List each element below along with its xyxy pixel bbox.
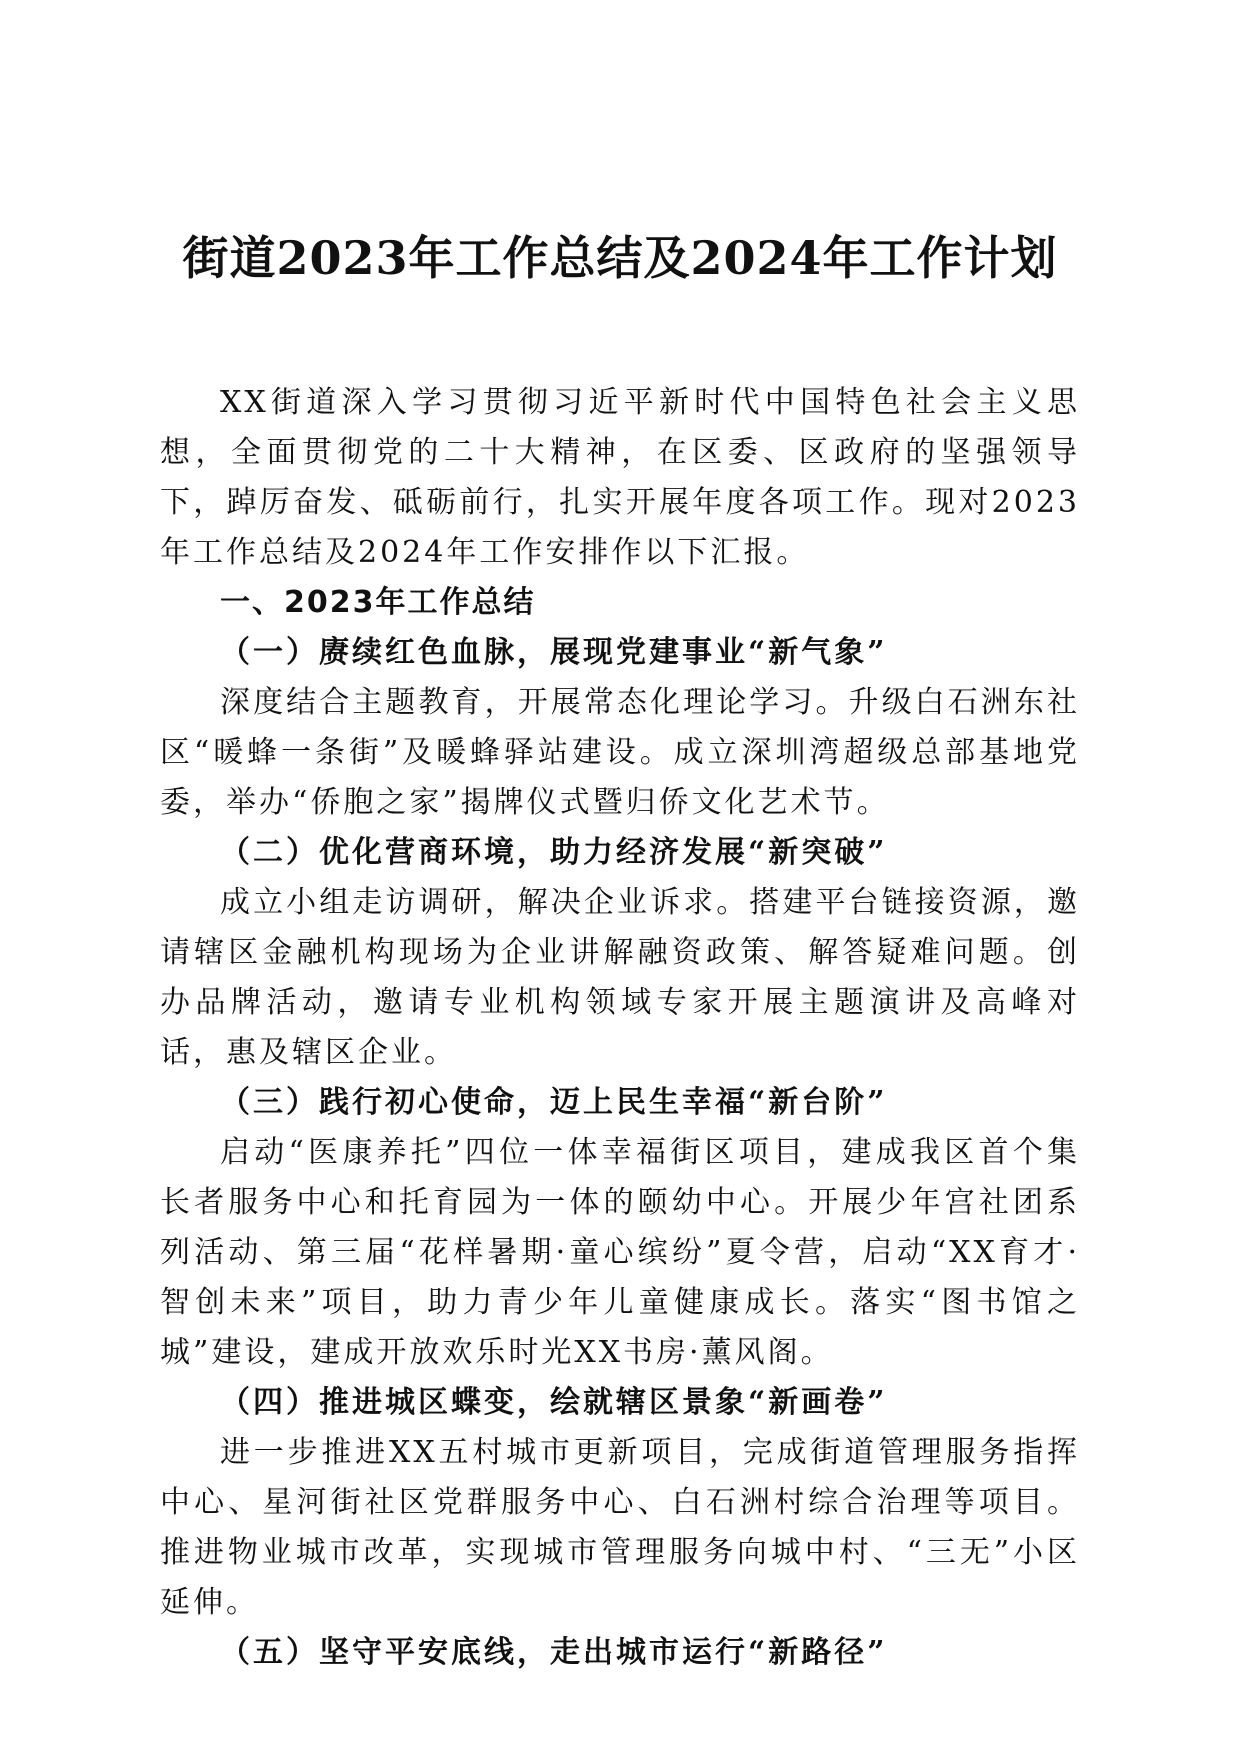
subsection-heading-3: （三）践行初心使命，迈上民生幸福“新台阶”: [220, 1085, 888, 1120]
document-body: [160, 378, 1080, 1678]
section-heading: 一、2023年工作总结: [220, 585, 536, 620]
subsection-heading-4: （四）推进城区蝶变，绘就辖区景象“新画卷”: [220, 1385, 888, 1420]
subsection-heading-1: （一）赓续红色血脉，展现党建事业“新气象”: [220, 635, 888, 670]
subsection-paragraph-3: 启动“医康养托”四位一体幸福街区项目，建成我区首个集长者服务中心和托育园为一体的颐幼中心。开展少年宫社团系列活动、第三届“花样暑期·童心缤纷”夏令营，启动“XX育才·智创未来”项目，助力青少年儿童健康成长。落实“图书馆之城”建设，建成开放欢乐时光XX书房·薰风阁。: [160, 1135, 1080, 1370]
subsection-paragraph-1: 深度结合主题教育，开展常态化理论学习。升级白石洲东社区“暖蜂一条街”及暖蜂驿站建设。成立深圳湾超级总部基地党委，举办“侨胞之家”揭牌仪式暨归侨文化艺术节。: [160, 685, 1080, 820]
document-title: 街道2023年工作总结及2024年工作计划: [182, 231, 1058, 285]
intro-paragraph: XX街道深入学习贯彻习近平新时代中国特色社会主义思想，全面贯彻党的二十大精神，在区委、区政府的坚强领导下，踔厉奋发、砥砺前行，扎实开展年度各项工作。现对2023年工作总结及2024年工作安排作以下汇报。: [160, 385, 1080, 570]
subsection-paragraph-2: 成立小组走访调研，解决企业诉求。搭建平台链接资源，邀请辖区金融机构现场为企业讲解融资政策、解答疑难问题。创办品牌活动，邀请专业机构领域专家开展主题演讲及高峰对话，惠及辖区企业。: [160, 885, 1080, 1070]
subsection-paragraph-4: 进一步推进XX五村城市更新项目，完成街道管理服务指挥中心、星河街社区党群服务中心、白石洲村综合治理等项目。推进物业城市改革，实现城市管理服务向城中村、“三无”小区延伸。: [160, 1435, 1080, 1620]
subsection-heading-2: （二）优化营商环境，助力经济发展“新突破”: [220, 835, 888, 870]
subsection-heading-5: （五）坚守平安底线，走出城市运行“新路径”: [220, 1635, 888, 1670]
